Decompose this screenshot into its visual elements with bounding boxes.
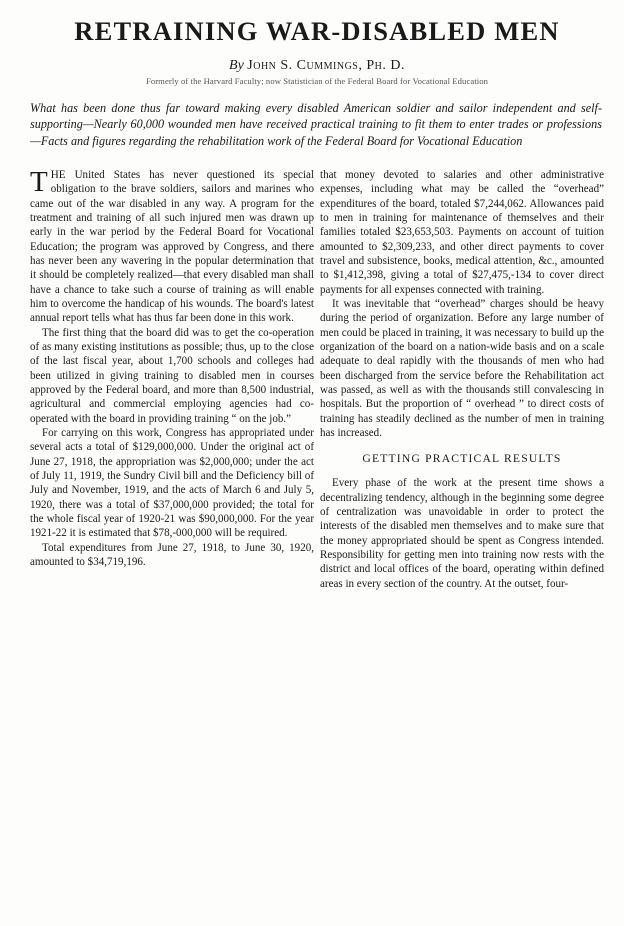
drop-cap: T	[30, 165, 48, 198]
paragraph: The first thing that the board did was to get the co-operation of as many existing institutions as possible; thus, up to the close of the last fiscal year, about 1,700 schools and colleges had been utilized in giving training to disabled men in courses approved by the Federal board, and more than 8,500 industrial, agricultural and commercial employing agencies had co-operated with the board in providing training “ on the job.”	[30, 326, 314, 425]
paragraph: that money devoted to salaries and other administrative expenses, including what may be called the “overhead” expenditures of the board, totaled $7,244,062. Allowances paid to men in training for maintenance of themselves and their families totaled $23,653,503. Payments on account of tuition amounted to $2,309,233, and other direct payments to cover travel and subsistence, books, medical attention, &c., amounted to $1,412,398, giving a total of $27,475,-134 to cover direct payments for all expenses connected with training.	[320, 168, 604, 296]
paragraph: Every phase of the work at the present time shows a decentralizing tendency, although in the beginning some degree of centralization was unavoidable in order to protect the interests of the disabled men themselves and to make sure that the money appropriated should be spent as Congress intended. Responsibility for getting men into training now rests with the district and local offices of the board, operating within defined areas in every section of the country. At the outset, four-	[320, 477, 604, 590]
paragraph-text: HE United States has never questioned its special obligation to the brave soldiers, sailors and marines who came out of the war disabled in any way. A program for the treatment and training of all such injured men was drawn up early in the war period by the Federal Board for Vocational Education; the program was approved by Congress, and there has never been any wavering in the popular determination that it should be completely realized—that every disabled man shall have a chance to take such a course of training as will enable him to overcome the handicap of his wounds. The board's latest annual report tells what has thus far been done in this work.	[30, 168, 314, 325]
article-title: RETRAINING WAR-DISABLED MEN	[74, 16, 560, 46]
paragraph: Total expenditures from June 27, 1918, to June 30, 1920, amounted to $34,719,196.	[30, 541, 314, 569]
paragraph: It was inevitable that “overhead” charges should be heavy during the period of organization. Before any large number of men could be placed in training, it was necessary to build up the organization of the board on a nation-wide basis and on a scale adequate to deal rapidly with the thousands of men who had been discharged from the service before the Rehabilitation act was passed, as well as with the thousands still convalescing in hospitals. But the proportion of “ overhead ” to direct costs of training has steadily declined as the number of men in training has increased.	[320, 297, 604, 440]
section-heading: GETTING PRACTICAL RESULTS	[362, 452, 562, 466]
paragraph: For carrying on this work, Congress has appropriated under several acts a total of $129,000,000. Under the original act of June 27, 1918, the appropriation was $2,000,000; under the act of July 11, 1919, the Sundry Civil bill and the Deficiency bill of July and November, 1919, and the acts of March 6 and July 5, 1920, there was a total of $37,000,000 provided; the total for the whole fiscal year of 1920-21 was $90,000,000. For the year 1921-22 it is estimated that $78,-000,000 will be required.	[30, 427, 314, 540]
author-name: John S. Cummings, Ph. D.	[247, 58, 405, 73]
article-body	[30, 165, 604, 591]
author-affiliation: Formerly of the Harvard Faculty; now Statistician of the Federal Board for Vocational Education	[145, 76, 489, 86]
byline-by: By	[229, 58, 244, 73]
byline	[30, 57, 604, 74]
left-column	[30, 165, 314, 591]
right-column	[320, 168, 604, 591]
paragraph	[30, 165, 314, 326]
article-deck: What has been done thus far toward making every disabled American soldier and sailor independent and self-supporting—Nearly 60,000 wounded men have received practical training to fit them to enter trades or professions—Facts and figures regarding the rehabilitation work of the Federal Board for Vocational Education	[30, 101, 602, 148]
